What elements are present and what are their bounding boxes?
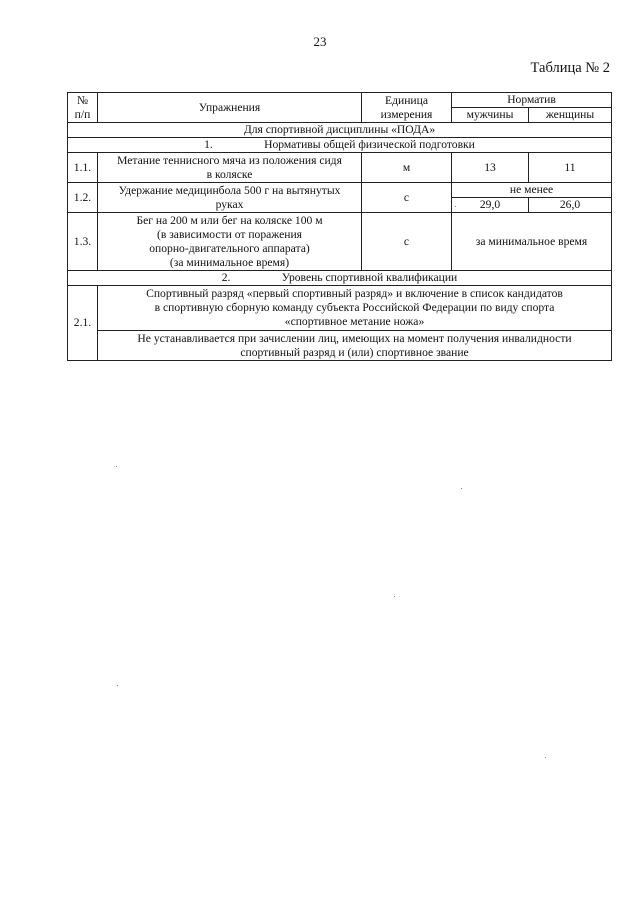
scan-speck [116, 466, 117, 467]
row-2-1-requirement-line-1: Спортивный разряд «первый спортивный разряд» и включение в список кандидатов [146, 287, 563, 300]
header-unit-line-1: Единица [385, 93, 428, 107]
row-1-2-note: не менее [452, 183, 612, 198]
row-1-3-exercise-line-1: Бег на 200 м или бег на коляске 100 м [136, 213, 323, 227]
header-num-line-1: № [76, 93, 89, 107]
section-1-number: 1. [204, 138, 213, 151]
row-1-1-women: 11 [529, 153, 612, 183]
section-2-row [68, 271, 612, 286]
row-1-3-exercise-line-4: (за минимальное время) [169, 255, 290, 269]
row-2-1-requirement-line-2: в спортивную сборную команду субъекта Российской Федерации по виду спорта [154, 301, 555, 314]
row-1-3-unit: с [362, 213, 452, 271]
row-1-3 [68, 213, 612, 271]
header-num [68, 93, 98, 123]
row-1-1 [68, 153, 612, 183]
header-men: мужчины [452, 108, 529, 123]
section-1-row [68, 138, 612, 153]
row-1-2-unit: с [362, 183, 452, 213]
scan-speck [117, 685, 118, 686]
section-1-text: Нормативы общей физической подготовки [264, 138, 475, 151]
row-1-2-num: 1.2. [68, 183, 98, 213]
row-1-3-exercise-line-2: (в зависимости от поражения [156, 227, 303, 241]
header-norm: Норматив [452, 93, 612, 108]
header-unit-line-2: измерения [380, 107, 433, 121]
header-unit [362, 93, 452, 123]
row-1-3-norm: за минимальное время [452, 213, 612, 271]
row-1-1-unit: м [362, 153, 452, 183]
header-num-line-2: п/п [74, 107, 91, 121]
row-2-1-requirement-line-3: «спортивное метание ножа» [284, 315, 425, 328]
row-2-1-requirement [98, 286, 612, 331]
row-2-1-note [98, 331, 612, 361]
section-2-title [68, 271, 612, 286]
row-1-1-exercise-line-2: в коляске [206, 167, 253, 181]
page-number: 23 [313, 34, 327, 49]
row-1-2-top [68, 183, 612, 198]
header-exercise: Упражнения [98, 93, 362, 123]
discipline-row [68, 123, 612, 138]
row-2-1-bottom [68, 331, 612, 361]
row-1-1-exercise-line-1: Метание теннисного мяча из положения сидя [117, 153, 342, 167]
scan-speck [455, 206, 456, 207]
section-2-text: Уровень спортивной квалификации [281, 271, 458, 284]
discipline-title: Для спортивной дисциплины «ПОДА» [68, 123, 612, 138]
row-1-2-men: 29,0 [452, 198, 529, 213]
scan-speck [461, 488, 462, 489]
table-caption: Таблица № 2 [530, 60, 610, 76]
row-2-1-top [68, 286, 612, 331]
norms-table [67, 92, 612, 361]
row-1-3-exercise [98, 213, 362, 271]
row-1-2-women: 26,0 [529, 198, 612, 213]
row-1-1-men: 13 [452, 153, 529, 183]
header-row-1 [68, 93, 612, 108]
row-1-3-exercise-line-3: опорно-двигательного аппарата) [149, 241, 310, 255]
row-1-2-exercise [98, 183, 362, 213]
row-1-2-exercise-line-2: руках [215, 197, 244, 211]
scan-speck [545, 757, 546, 758]
row-2-1-note-line-2: спортивный разряд и (или) спортивное звание [240, 345, 469, 359]
section-1-title [68, 138, 612, 153]
row-1-2-exercise-line-1: Удержание медицинбола 500 г на вытянутых [118, 183, 341, 197]
row-1-3-num: 1.3. [68, 213, 98, 271]
scan-speck [394, 596, 395, 597]
row-1-1-num: 1.1. [68, 153, 98, 183]
row-2-1-num: 2.1. [68, 286, 98, 361]
row-1-1-exercise [98, 153, 362, 183]
header-women: женщины [529, 108, 612, 123]
row-2-1-note-line-1: Не устанавливается при зачислении лиц, имеющих на момент получения инвалидности [137, 331, 572, 345]
section-2-number: 2. [221, 271, 231, 284]
